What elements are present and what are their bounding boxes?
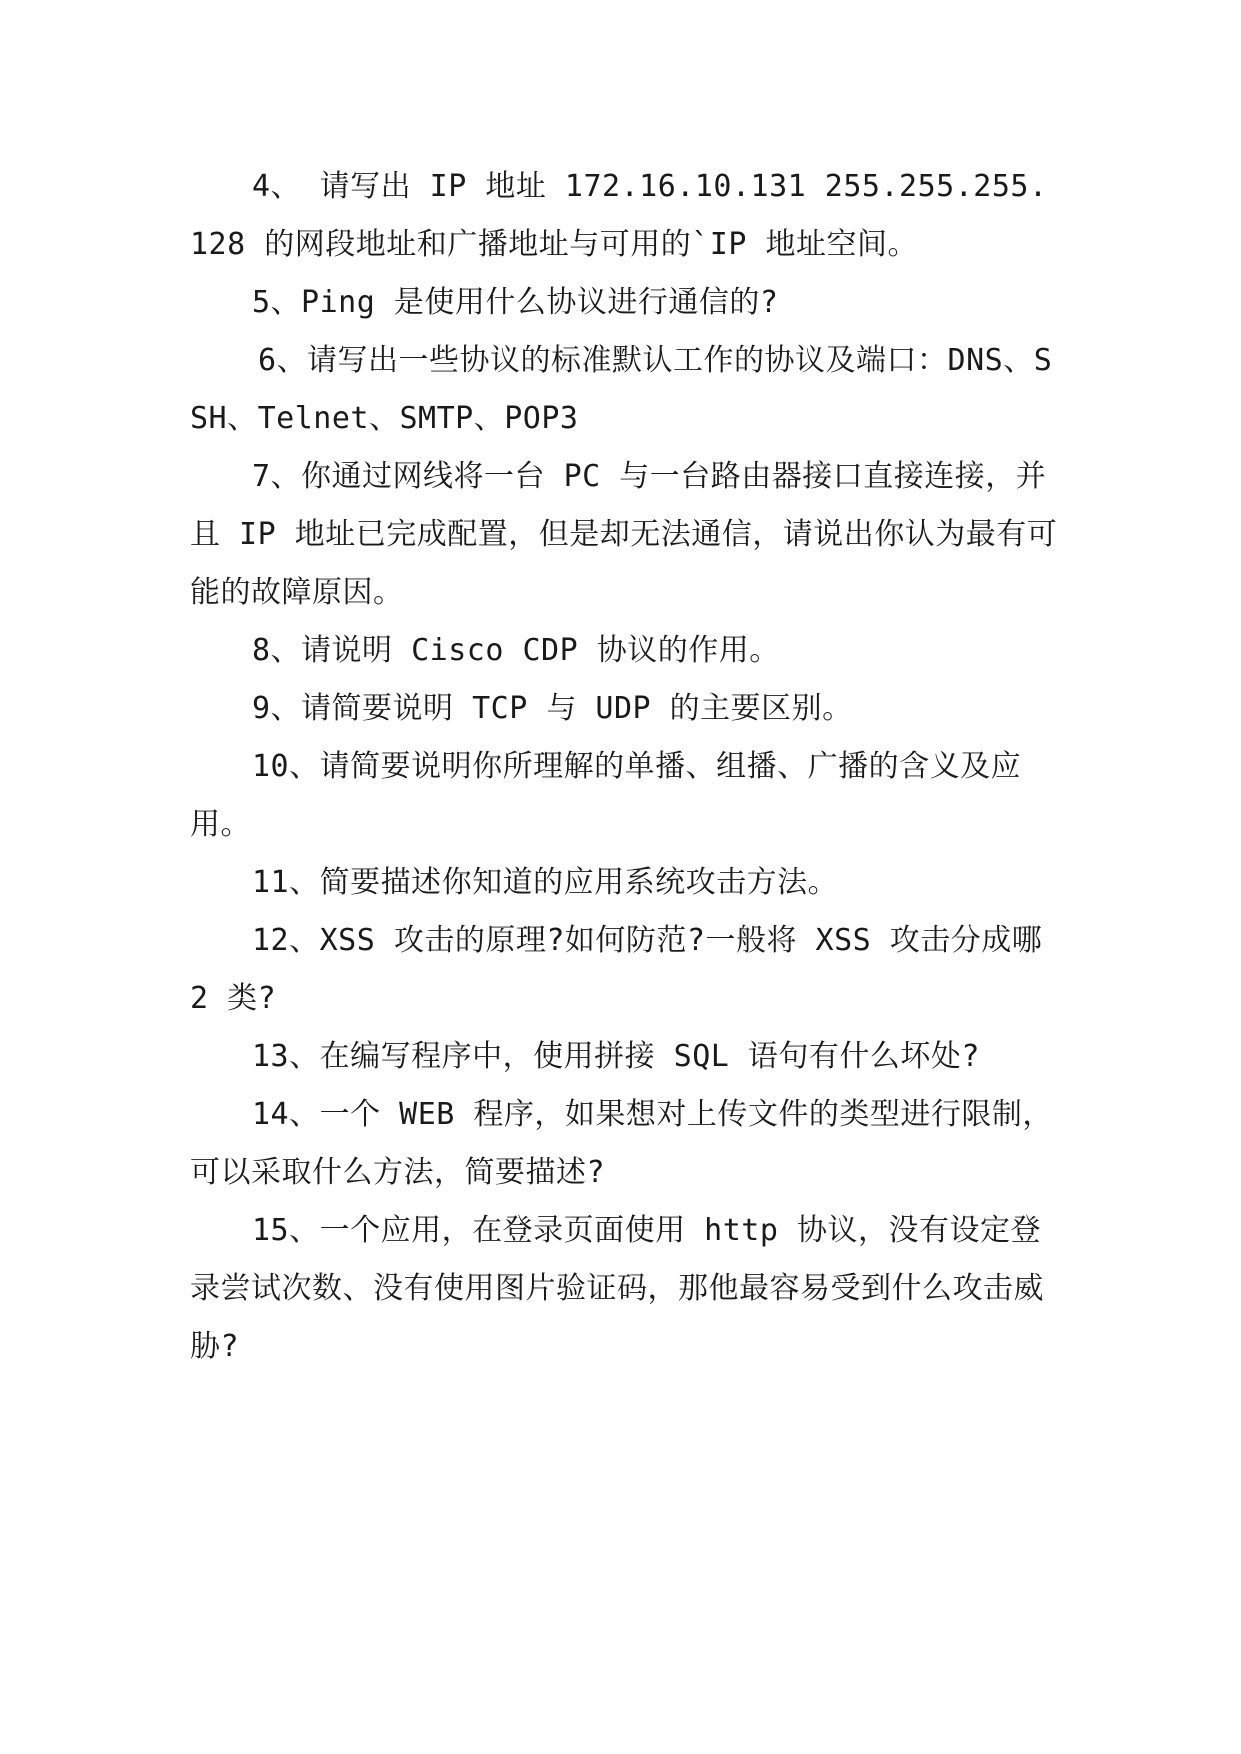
question-12: 12、XSS 攻击的原理?如何防范?一般将 XSS 攻击分成哪 2 类? xyxy=(190,923,1043,1016)
question-list xyxy=(190,158,1060,1376)
question-6: 6、请写出一些协议的标准默认工作的协议及端口：DNS、SSH、Telnet、SMTP、POP3 xyxy=(190,343,1053,436)
question-9: 9、请简要说明 TCP 与 UDP 的主要区别。 xyxy=(252,691,853,726)
question-5: 5、Ping 是使用什么协议进行通信的? xyxy=(252,285,779,320)
question-15: 15、一个应用，在登录页面使用 http 协议，没有设定登录尝试次数、没有使用图片验证码，那他最容易受到什么攻击威胁? xyxy=(190,1213,1044,1364)
question-11: 11、简要描述你知道的应用系统攻击方法。 xyxy=(252,865,839,900)
question-4: 4、 请写出 IP 地址 172.16.10.131 255.255.255.128 的网段地址和广播地址与可用的`IP 地址空间。 xyxy=(190,169,1048,262)
question-14: 14、一个 WEB 程序，如果想对上传文件的类型进行限制，可以采取什么方法，简要描述? xyxy=(190,1097,1053,1190)
question-7: 7、你通过网线将一台 PC 与一台路由器接口直接连接，并且 IP 地址已完成配置，但是却无法通信，请说出你认为最有可能的故障原因。 xyxy=(190,459,1058,610)
question-8: 8、请说明 Cisco CDP 协议的作用。 xyxy=(252,633,780,668)
question-10: 10、请简要说明你所理解的单播、组播、广播的含义及应用。 xyxy=(190,749,1022,842)
question-13: 13、在编写程序中，使用拼接 SQL 语句有什么坏处? xyxy=(252,1039,980,1074)
